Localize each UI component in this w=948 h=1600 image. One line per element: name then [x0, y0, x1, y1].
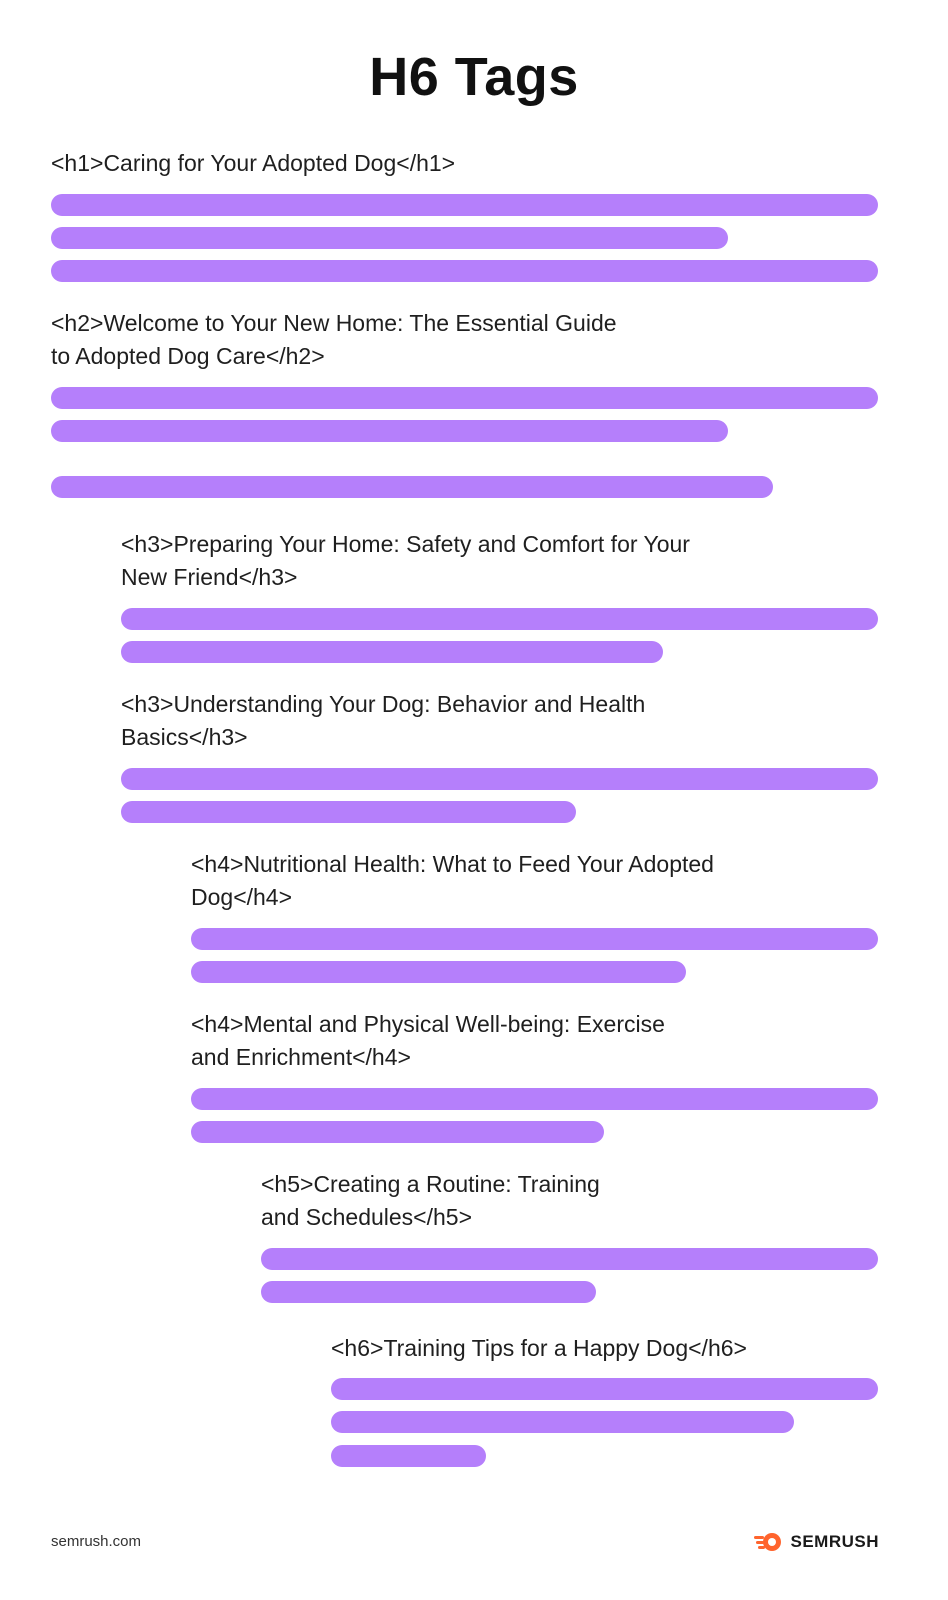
text-placeholder-bar: [261, 1281, 596, 1303]
heading-h4: <h4>Mental and Physical Well-being: Exercise and Enrichment</h4>: [191, 1011, 665, 1070]
text-placeholder-bar: [51, 194, 878, 216]
text-placeholder-bar: [121, 768, 878, 790]
text-placeholder-bar: [121, 641, 663, 663]
heading-h1: <h1>Caring for Your Adopted Dog</h1>: [51, 150, 456, 176]
text-placeholder-bar: [121, 801, 576, 823]
footer-url: semrush.com: [51, 1533, 142, 1550]
heading-h5: <h5>Creating a Routine: Training and Schedules</h5>: [261, 1171, 600, 1230]
heading-h6: <h6>Training Tips for a Happy Dog</h6>: [331, 1335, 747, 1361]
text-placeholder-bar: [51, 260, 878, 282]
text-placeholder-bar: [191, 1121, 604, 1143]
text-placeholder-bar: [51, 476, 773, 498]
text-placeholder-bar: [191, 928, 878, 950]
text-placeholder-bar: [51, 227, 728, 249]
text-placeholder-bar: [191, 1088, 878, 1110]
text-placeholder-bar: [331, 1445, 486, 1467]
heading-h2: <h2>Welcome to Your New Home: The Essential Guide to Adopted Dog Care</h2>: [51, 310, 617, 369]
heading-h3: <h3>Preparing Your Home: Safety and Comfort for Your New Friend</h3>: [121, 531, 690, 590]
text-placeholder-bar: [191, 961, 686, 983]
text-placeholder-bar: [51, 420, 728, 442]
text-placeholder-bar: [261, 1248, 878, 1270]
heading-h3: <h3>Understanding Your Dog: Behavior and Health Basics</h3>: [121, 691, 646, 750]
brand-name: SEMRUSH: [790, 1532, 879, 1551]
heading-h4: <h4>Nutritional Health: What to Feed Your Adopted Dog</h4>: [191, 851, 714, 910]
text-placeholder-bar: [51, 387, 878, 409]
page-title: H6 Tags: [369, 47, 579, 107]
semrush-flame-icon: [754, 1531, 784, 1553]
text-placeholder-bar: [331, 1378, 878, 1400]
text-placeholder-bar: [121, 608, 878, 630]
text-placeholder-bar: [331, 1411, 794, 1433]
brand-logo: [754, 1530, 879, 1554]
